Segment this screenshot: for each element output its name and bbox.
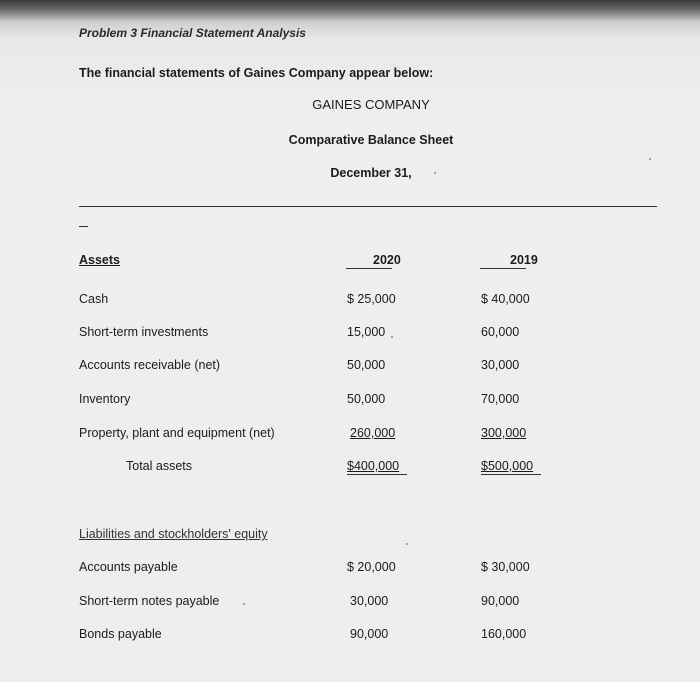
total-assets-2019: $500,000: [481, 459, 534, 473]
total-assets-label: Total assets: [126, 459, 193, 473]
value-2019: 70,000: [481, 392, 520, 406]
value-2019: $ 30,000: [481, 560, 530, 574]
total-assets-2020: $400,000: [347, 459, 400, 473]
value-2019: 60,000: [481, 325, 520, 339]
value-2020: $ 25,000: [347, 292, 396, 306]
year-2019-underline: [480, 268, 526, 269]
header-divider: [79, 206, 657, 207]
row-label: Cash: [79, 292, 109, 306]
value-2019: 300,000: [481, 426, 527, 440]
value-2019: $ 40,000: [481, 292, 530, 306]
year-2020-header: 2020: [373, 253, 401, 267]
assets-heading: Assets: [79, 253, 120, 267]
problem-title: Problem 3 Financial Statement Analysis: [79, 26, 306, 40]
value-2020: $ 20,000: [347, 560, 396, 574]
row-label: Property, plant and equipment (net): [79, 426, 275, 440]
value-2020: 30,000: [350, 594, 389, 608]
row-label: Short-term notes payable: [79, 594, 220, 608]
value-2020: 50,000: [347, 358, 386, 372]
row-label: Accounts payable: [79, 560, 178, 574]
statement-title: Comparative Balance Sheet: [288, 133, 454, 147]
year-2020-underline: [346, 268, 392, 269]
value-2019: 30,000: [481, 358, 520, 372]
speck: [406, 543, 408, 545]
speck: [434, 172, 436, 174]
intro-text: The financial statements of Gaines Company appear below:: [79, 66, 434, 80]
double-underline-2020: [347, 474, 407, 475]
value-2020: 15,000: [347, 325, 386, 339]
row-label: Bonds payable: [79, 627, 162, 641]
speck: [243, 603, 245, 605]
row-label: Accounts receivable (net): [79, 358, 221, 372]
liabilities-heading: Liabilities and stockholders' equity: [79, 527, 268, 541]
row-label: Inventory: [79, 392, 131, 406]
year-2019-header: 2019: [510, 253, 538, 267]
value-2019: 90,000: [481, 594, 520, 608]
value-2019: 160,000: [481, 627, 527, 641]
speck: [391, 336, 393, 338]
double-underline-2019: [481, 474, 541, 475]
speck: [649, 158, 651, 160]
value-2020: 90,000: [350, 627, 389, 641]
statement-date: December 31,: [330, 166, 412, 180]
short-dash: [79, 226, 88, 227]
row-label: Short-term investments: [79, 325, 209, 339]
value-2020: 50,000: [347, 392, 386, 406]
value-2020: 260,000: [350, 426, 396, 440]
company-name: GAINES COMPANY: [312, 97, 430, 112]
